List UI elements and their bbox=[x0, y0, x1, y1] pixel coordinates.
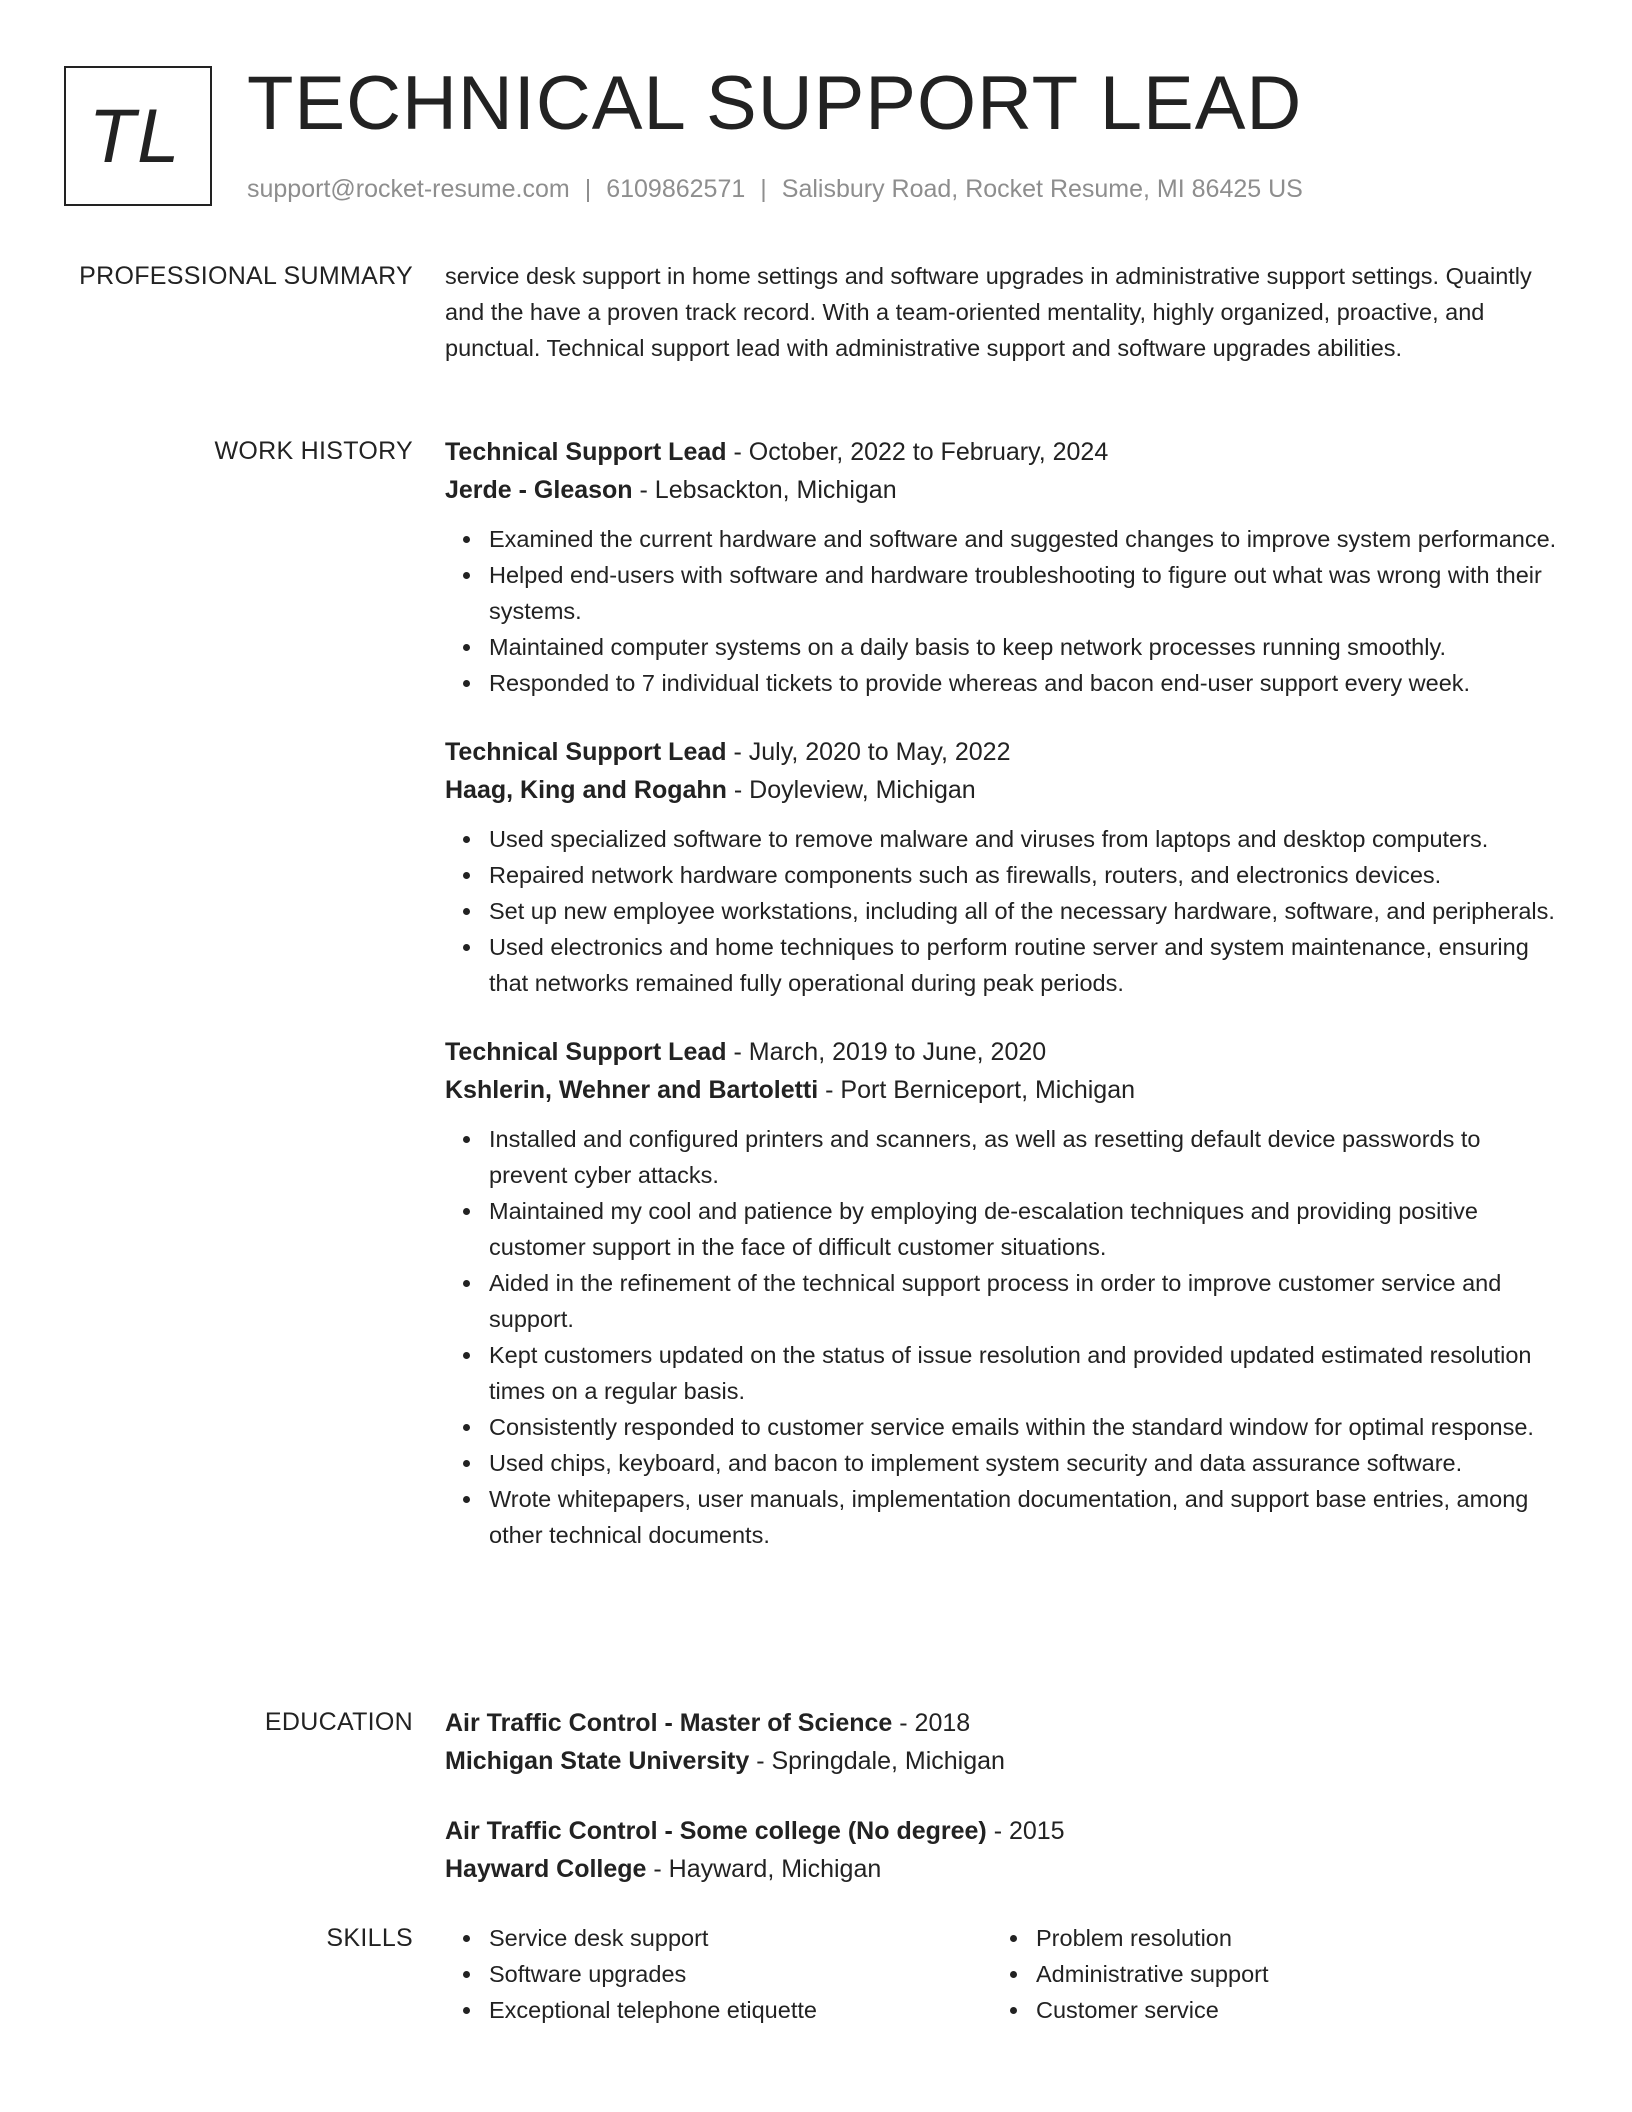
resume-title: TECHNICAL SUPPORT LEAD bbox=[247, 61, 1303, 146]
job-company: Haag, King and Rogahn bbox=[445, 776, 727, 804]
job-dates: - March, 2019 to June, 2020 bbox=[726, 1038, 1047, 1066]
school-location: - Hayward, Michigan bbox=[646, 1855, 882, 1883]
job-title: Technical Support Lead bbox=[445, 738, 727, 766]
education-entry bbox=[445, 1704, 1565, 1780]
list-item: Software upgrades bbox=[445, 1956, 992, 1992]
list-item: Used chips, keyboard, and bacon to implement system security and data assurance software. bbox=[445, 1445, 1565, 1481]
list-item: Consistently responded to customer service emails within the standard window for optimal response. bbox=[445, 1409, 1565, 1445]
contact-address: Salisbury Road, Rocket Resume, MI 86425 US bbox=[781, 175, 1303, 203]
contact-line bbox=[247, 172, 1303, 206]
job-company-line bbox=[445, 471, 1565, 509]
job-title-line bbox=[445, 733, 1565, 771]
list-item: Maintained my cool and patience by employing de-escalation techniques and providing positive customer support in the face of difficult customer situations. bbox=[445, 1193, 1565, 1265]
job-location: - Lebsackton, Michigan bbox=[632, 476, 897, 504]
job-bullet-list bbox=[445, 521, 1565, 701]
job-entry bbox=[445, 733, 1565, 1001]
summary-text: service desk support in home settings and software upgrades in administrative support settings. Quaintly and the have a proven track record. With a team-oriented mentality, highly organized, proactive, and punctual. Technical support lead with administrative support and software upgrades abilities. bbox=[445, 263, 1532, 361]
job-bullet-list bbox=[445, 821, 1565, 1001]
monogram-initials: TL bbox=[88, 93, 182, 179]
summary-body bbox=[445, 258, 1565, 366]
list-item: Administrative support bbox=[992, 1956, 1539, 1992]
job-dates: - July, 2020 to May, 2022 bbox=[726, 738, 1011, 766]
list-item: Problem resolution bbox=[992, 1920, 1539, 1956]
job-title-line bbox=[445, 1033, 1565, 1071]
job-bullet-list bbox=[445, 1121, 1565, 1553]
skills-columns bbox=[445, 1920, 1565, 2028]
degree-year: - 2015 bbox=[986, 1817, 1065, 1845]
degree: Air Traffic Control - Master of Science bbox=[445, 1709, 893, 1737]
job-title: Technical Support Lead bbox=[445, 1038, 727, 1066]
contact-phone[interactable]: 6109862571 bbox=[606, 175, 746, 203]
monogram-badge bbox=[64, 66, 212, 206]
summary-heading: PROFESSIONAL SUMMARY bbox=[79, 262, 413, 290]
list-item: Wrote whitepapers, user manuals, implementation documentation, and support base entries, among other technical documents. bbox=[445, 1481, 1565, 1553]
job-company: Jerde - Gleason bbox=[445, 476, 633, 504]
job-title: Technical Support Lead bbox=[445, 438, 727, 466]
list-item: Customer service bbox=[992, 1992, 1539, 2028]
list-item: Examined the current hardware and software and suggested changes to improve system performance. bbox=[445, 521, 1565, 557]
skills-heading: SKILLS bbox=[326, 1924, 413, 1952]
education-heading: EDUCATION bbox=[264, 1708, 413, 1736]
job-dates: - October, 2022 to February, 2024 bbox=[726, 438, 1109, 466]
list-item: Kept customers updated on the status of issue resolution and provided updated estimated resolution times on a regular basis. bbox=[445, 1337, 1565, 1409]
skills-list-right bbox=[992, 1920, 1539, 2028]
work-history-heading: WORK HISTORY bbox=[214, 437, 413, 465]
list-item: Maintained computer systems on a daily basis to keep network processes running smoothly. bbox=[445, 629, 1565, 665]
degree-line bbox=[445, 1812, 1565, 1850]
job-company-line bbox=[445, 1071, 1565, 1109]
school: Hayward College bbox=[445, 1855, 647, 1883]
job-location: - Doyleview, Michigan bbox=[726, 776, 976, 804]
school-location: - Springdale, Michigan bbox=[749, 1747, 1005, 1775]
school-line bbox=[445, 1850, 1565, 1888]
school: Michigan State University bbox=[445, 1747, 750, 1775]
skills-list-left bbox=[445, 1920, 992, 2028]
job-company-line bbox=[445, 771, 1565, 809]
job-entry bbox=[445, 433, 1565, 701]
list-item: Service desk support bbox=[445, 1920, 992, 1956]
degree-line bbox=[445, 1704, 1565, 1742]
skills-body bbox=[445, 1920, 1565, 2028]
degree-year: - 2018 bbox=[892, 1709, 971, 1737]
list-item: Aided in the refinement of the technical support process in order to improve customer service and support. bbox=[445, 1265, 1565, 1337]
job-entry bbox=[445, 1033, 1565, 1553]
school-line bbox=[445, 1742, 1565, 1780]
contact-separator: | bbox=[760, 175, 767, 203]
list-item: Exceptional telephone etiquette bbox=[445, 1992, 992, 2028]
contact-separator: | bbox=[584, 175, 592, 203]
job-title-line bbox=[445, 433, 1565, 471]
job-location: - Port Berniceport, Michigan bbox=[818, 1076, 1136, 1104]
work-history-body bbox=[445, 433, 1565, 1553]
list-item: Used electronics and home techniques to perform routine server and system maintenance, ensuring that networks remained fully operational during peak periods. bbox=[445, 929, 1565, 1001]
education-entry bbox=[445, 1812, 1565, 1888]
list-item: Responded to 7 individual tickets to provide whereas and bacon end-user support every week. bbox=[445, 665, 1565, 701]
degree: Air Traffic Control - Some college (No degree) bbox=[445, 1817, 987, 1845]
education-body bbox=[445, 1704, 1565, 1888]
list-item: Helped end-users with software and hardware troubleshooting to figure out what was wrong with their systems. bbox=[445, 557, 1565, 629]
list-item: Repaired network hardware components such as firewalls, routers, and electronics devices. bbox=[445, 857, 1565, 893]
list-item: Set up new employee workstations, including all of the necessary hardware, software, and peripherals. bbox=[445, 893, 1565, 929]
list-item: Installed and configured printers and scanners, as well as resetting default device passwords to prevent cyber attacks. bbox=[445, 1121, 1565, 1193]
job-company: Kshlerin, Wehner and Bartoletti bbox=[445, 1076, 819, 1104]
list-item: Used specialized software to remove malware and viruses from laptops and desktop computers. bbox=[445, 821, 1565, 857]
contact-email[interactable]: support@rocket-resume.com bbox=[247, 175, 570, 203]
